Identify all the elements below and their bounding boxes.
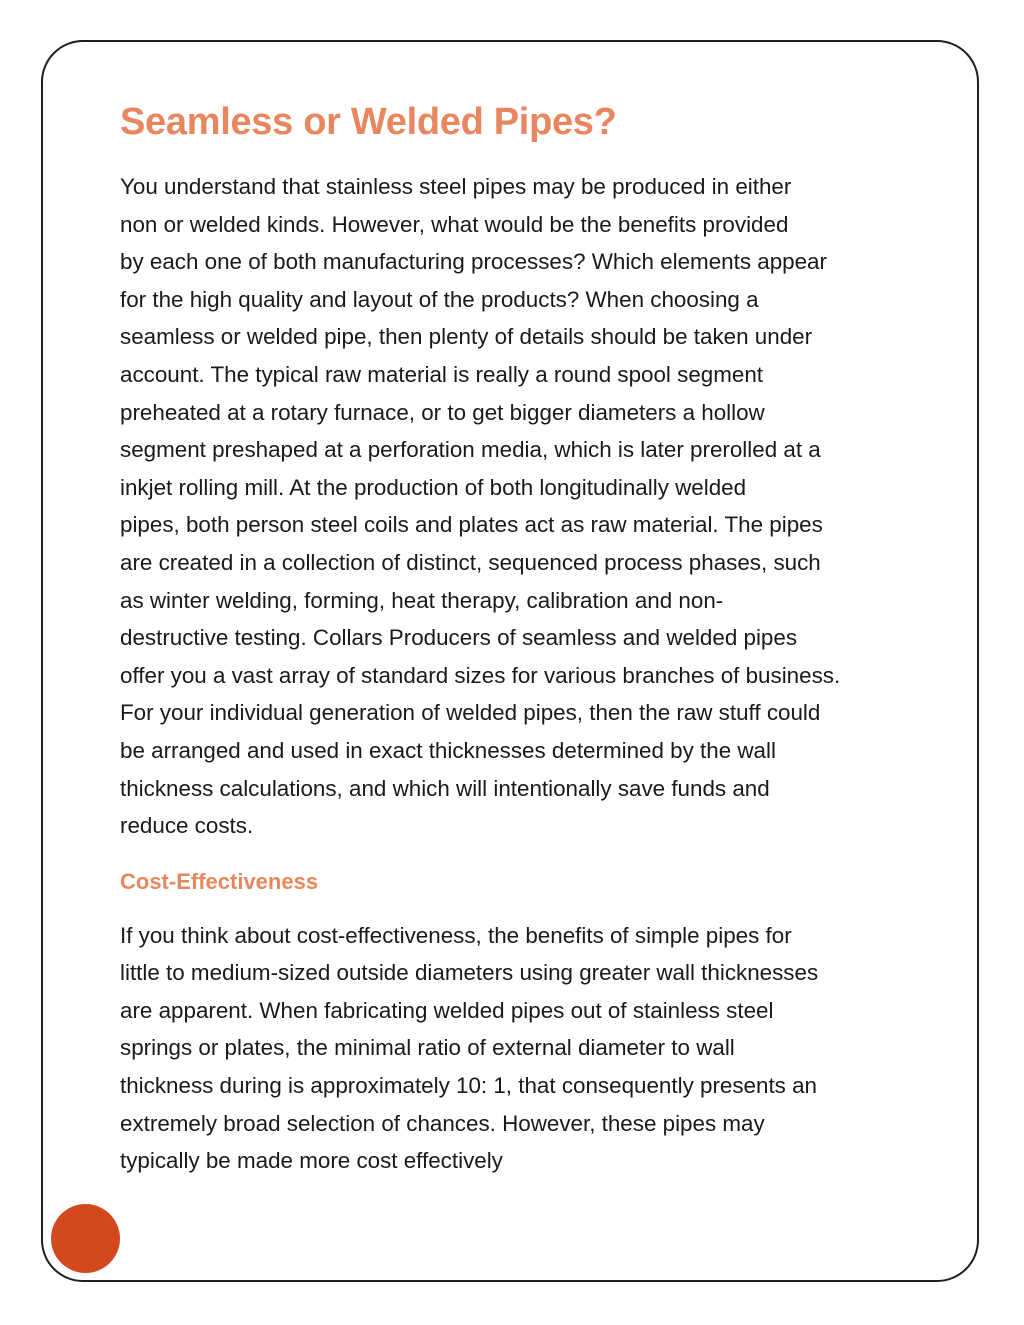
cost-effectiveness-paragraph: If you think about cost-effectiveness, the benefits of simple pipes for little to medium-sized outside diameters using greater wall thicknesses are apparent. When fabricating welded pipes out of stainless steel springs or plates, the minimal ratio of external diameter to wall thickness during is approximately 10: 1, that consequently presents an extremely broad selection of chances. However, these pipes may typically be made more cost effectively: [120, 922, 819, 1174]
intro-paragraph: You understand that stainless steel pipes may be produced in either non or welded kinds. However, what would be the benefits provided by each one of both manufacturing processes? Which elements appear for the high quality and layout of the products? When choosing a seamless or welded pipe, then plenty of details should be taken under account. The typical raw material is really a round spool segment preheated at a rotary furnace, or to get bigger diameters a hollow segment preshaped at a perforation media, which is later prerolled at a inkjet rolling mill. At the production of both longitudinally welded pipes, both person steel coils and plates act as raw material. The pipes are created in a collection of distinct, sequenced process phases, such as winter welding, forming, heat therapy, calibration and non- destructive testing. Collars Producers of seamless and welded pipes offer you a vast array of standard sizes for various branches of business. For your individual generation of welded pipes, then the raw stuff could be arranged and used in exact thicknesses determined by the wall thickness calculations, and which will intentionally save funds and reduce costs.: [120, 174, 841, 839]
document-content: [120, 96, 920, 1180]
section-heading-cost-effectiveness: Cost-Effectiveness: [120, 868, 319, 894]
page-title: Seamless or Welded Pipes?: [120, 101, 617, 143]
decorative-circle-icon: [51, 1204, 120, 1273]
